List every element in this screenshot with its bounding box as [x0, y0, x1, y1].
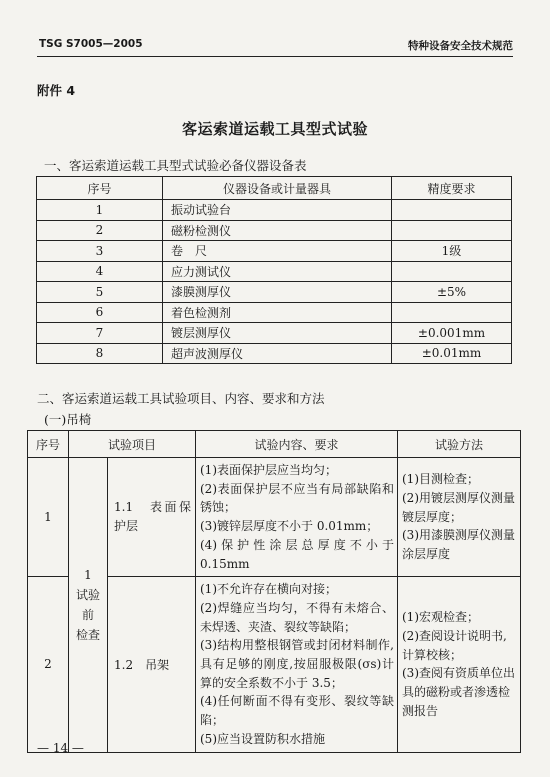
table-row — [37, 302, 512, 323]
requirement-line: (1)表面保护层应当均匀； — [200, 463, 337, 477]
row-accuracy — [392, 220, 512, 241]
row-requirements — [196, 458, 398, 577]
col-header-item: 试验项目 — [69, 431, 196, 458]
method-line: (2)查阅设计说明书,计算校核； — [402, 628, 507, 662]
standard-code: TSG S7005—2005 — [39, 38, 143, 50]
col-header-method: 试验方法 — [398, 431, 521, 458]
requirement-line: (1)不允许存在横向对接； — [200, 582, 337, 597]
col-header-no: 序号 — [28, 431, 69, 458]
row-no: 2 — [28, 577, 69, 752]
table-row — [37, 282, 512, 303]
requirement-line: (2)表面保护层不应当有局部缺陷和锈蚀； — [200, 481, 394, 515]
row-accuracy — [392, 261, 512, 282]
row-no: 7 — [37, 323, 163, 344]
row-instrument: 着色检测剂 — [163, 302, 392, 323]
table-row — [28, 458, 521, 577]
row-accuracy — [392, 302, 512, 323]
row-no: 1 — [37, 200, 163, 221]
running-header — [37, 36, 513, 57]
row-no: 2 — [37, 220, 163, 241]
row-accuracy: ±5% — [392, 282, 512, 303]
table-row — [37, 241, 512, 262]
table-header-row — [28, 431, 521, 458]
page-title: 客运索道运载工具型式试验 — [181, 120, 368, 138]
annex-label: 附件 4 — [37, 83, 76, 98]
table-header-row — [37, 177, 512, 200]
method-line: (3)查阅有资质单位出具的磁粉或者渗透检测报告 — [402, 666, 515, 718]
row-item: 1.1 表面保护层 — [108, 458, 196, 577]
table-row — [37, 261, 512, 282]
standard-category: 特种设备安全技术规范 — [408, 40, 513, 52]
row-accuracy: ±0.001mm — [392, 323, 512, 344]
row-no: 3 — [37, 241, 163, 262]
row-accuracy: ±0.01mm — [392, 343, 512, 364]
requirement-line: (4)保护性涂层总厚度不小于 0.15mm — [200, 537, 394, 571]
row-instrument: 超声波测厚仪 — [163, 343, 392, 364]
table-row — [37, 200, 512, 221]
row-instrument: 卷 尺 — [163, 241, 392, 262]
section-heading-1: 一、客运索道运载工具型式试验必备仪器设备表 — [44, 158, 307, 173]
table-row — [37, 220, 512, 241]
row-method — [398, 458, 521, 577]
col-header-no: 序号 — [37, 177, 163, 200]
group-label-pretest-check: 1 试验 前 检查 — [69, 458, 108, 753]
table-row — [37, 343, 512, 364]
requirement-line: (3)结构用整根钢管或封闭材料制作,具有足够的刚度,按屈服极限(σs)计算的安全系数不小于 3.5； — [200, 638, 394, 690]
row-requirements — [196, 577, 398, 752]
row-instrument: 镀层测厚仪 — [163, 323, 392, 344]
method-line: (2)用镀层测厚仪测量镀层厚度； — [402, 491, 515, 524]
table-row — [37, 323, 512, 344]
col-header-requirements: 试验内容、要求 — [196, 431, 398, 458]
row-no: 8 — [37, 343, 163, 364]
row-no: 4 — [37, 261, 163, 282]
row-instrument: 应力测试仪 — [163, 261, 392, 282]
page-number: — 14 — — [37, 741, 84, 755]
row-method — [398, 577, 521, 752]
row-no: 1 — [28, 458, 69, 577]
row-accuracy — [392, 200, 512, 221]
section-heading-2: 二、客运索道运载工具试验项目、内容、要求和方法 — [37, 391, 325, 406]
requirement-line: (5)应当设置防积水措施 — [200, 731, 325, 746]
row-no: 6 — [37, 302, 163, 323]
requirement-line: (3)镀锌层厚度不小于 0.01mm； — [200, 519, 379, 534]
row-no: 5 — [37, 282, 163, 303]
row-instrument: 振动试验台 — [163, 200, 392, 221]
col-header-accuracy: 精度要求 — [392, 177, 512, 200]
row-instrument: 磁粉检测仪 — [163, 220, 392, 241]
method-line: (3)用漆膜测厚仪测量涂层厚度 — [402, 528, 515, 562]
col-header-instrument: 仪器设备或计量器具 — [163, 177, 392, 200]
requirement-line: (4)任何断面不得有变形、裂纹等缺陷； — [200, 694, 394, 728]
subsection-heading: (一)吊椅 — [44, 412, 92, 427]
test-items-table — [27, 430, 521, 753]
row-instrument: 漆膜测厚仪 — [163, 282, 392, 303]
instrument-table — [36, 176, 512, 364]
row-item: 1.2 吊架 — [108, 577, 196, 752]
requirement-line: (2)焊缝应当均匀，不得有未熔合、未焊透、夹渣、裂纹等缺陷； — [200, 600, 394, 634]
row-accuracy: 1级 — [392, 241, 512, 262]
method-line: (1)目测检查； — [402, 472, 479, 487]
method-line: (1)宏观检查； — [402, 610, 479, 625]
